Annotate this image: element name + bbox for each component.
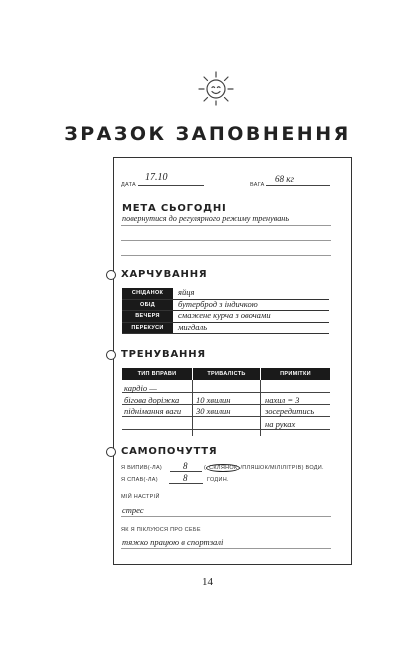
wellbeing-icon (106, 447, 116, 457)
nutrition-icon (106, 270, 116, 280)
goal-line-1 (121, 225, 331, 226)
page-title: ЗРАЗОК ЗАПОВНЕННЯ (64, 123, 351, 145)
training-notes: нахил = 3 (265, 395, 300, 405)
meal-label: ПЕРЕКУСИ (122, 323, 173, 334)
training-row-line (122, 429, 330, 430)
meal-value: яйця (178, 287, 195, 297)
meal-row (122, 288, 329, 300)
nutrition-title: ХАРЧУВАННЯ (121, 269, 208, 280)
wellbeing-title: САМОПОЧУТТЯ (121, 446, 218, 457)
weight-value: 68 кг (275, 174, 294, 184)
training-notes: на руках (265, 419, 296, 429)
meal-label: СНІДАНОК (122, 288, 173, 299)
date-line (138, 185, 204, 186)
weight-line (266, 185, 330, 186)
training-type: піднімання ваги (124, 406, 182, 416)
training-header-type: ТИП ВПРАВИ (122, 368, 192, 380)
self-care-line (121, 548, 331, 549)
training-title: ТРЕНУВАННЯ (121, 349, 206, 360)
sleep-suffix: ГОДИН. (207, 477, 229, 483)
self-care-label: ЯК Я ПІКЛУЮСЯ ПРО СЕБЕ (121, 527, 201, 533)
training-header-notes: ПРИМІТКИ (261, 368, 330, 380)
water-line (170, 471, 202, 472)
water-prefix: Я ВИПИВ(-ЛА) (121, 465, 163, 471)
training-icon (106, 350, 116, 360)
meal-value: смажене курча з овочами (178, 310, 271, 320)
water-value: 8 (183, 461, 188, 471)
meal-row (122, 311, 329, 323)
sleep-prefix: Я СПАВ(-ЛА) (121, 477, 158, 483)
goal-line-3 (121, 255, 331, 256)
training-duration: 30 хвилин (196, 406, 231, 416)
sleep-value: 8 (183, 473, 188, 483)
training-duration: 10 хвилин (196, 395, 231, 405)
mood-label: МІЙ НАСТРІЙ (121, 494, 160, 500)
water-units: ( СКЛЯНОК /ПЛЯШОК/МІЛІЛІТРІВ) ВОДИ. (204, 465, 324, 471)
water-suffix: /ПЛЯШОК/МІЛІЛІТРІВ) ВОДИ. (240, 465, 324, 471)
weight-label: ВАГА (250, 182, 265, 188)
goal-value: повернутися до регулярного режиму тренувань (122, 214, 290, 223)
meal-label: ВЕЧЕРЯ (122, 311, 173, 322)
sleep-line (169, 483, 203, 484)
training-divider (260, 380, 261, 436)
date-label: ДАТА (121, 182, 137, 188)
meal-row (122, 323, 329, 335)
training-header-duration: ТРИВАЛІСТЬ (193, 368, 260, 380)
training-type: бігова доріжка (124, 395, 180, 405)
page-number: 14 (202, 576, 213, 588)
self-care-value: тяжко працюю в спортзалі (122, 537, 224, 547)
training-type: кардіо — (124, 383, 157, 393)
water-units-circled: СКЛЯНОК (206, 464, 240, 472)
training-divider (192, 380, 193, 436)
nutrition-table (122, 288, 329, 334)
meal-value: мигдаль (178, 321, 208, 332)
mood-line (121, 516, 331, 517)
meal-value: бутерброд з індичкою (178, 298, 258, 309)
goal-title: МЕТА СЬОГОДНІ (122, 203, 227, 214)
mood-value: стрес (122, 505, 144, 515)
date-value: 17.10 (145, 172, 168, 183)
training-notes: зосередитись (265, 406, 315, 416)
training-row-line (122, 416, 330, 417)
goal-line-2 (121, 240, 331, 241)
meal-label: ОБІД (122, 300, 173, 311)
sun-icon (196, 68, 236, 108)
